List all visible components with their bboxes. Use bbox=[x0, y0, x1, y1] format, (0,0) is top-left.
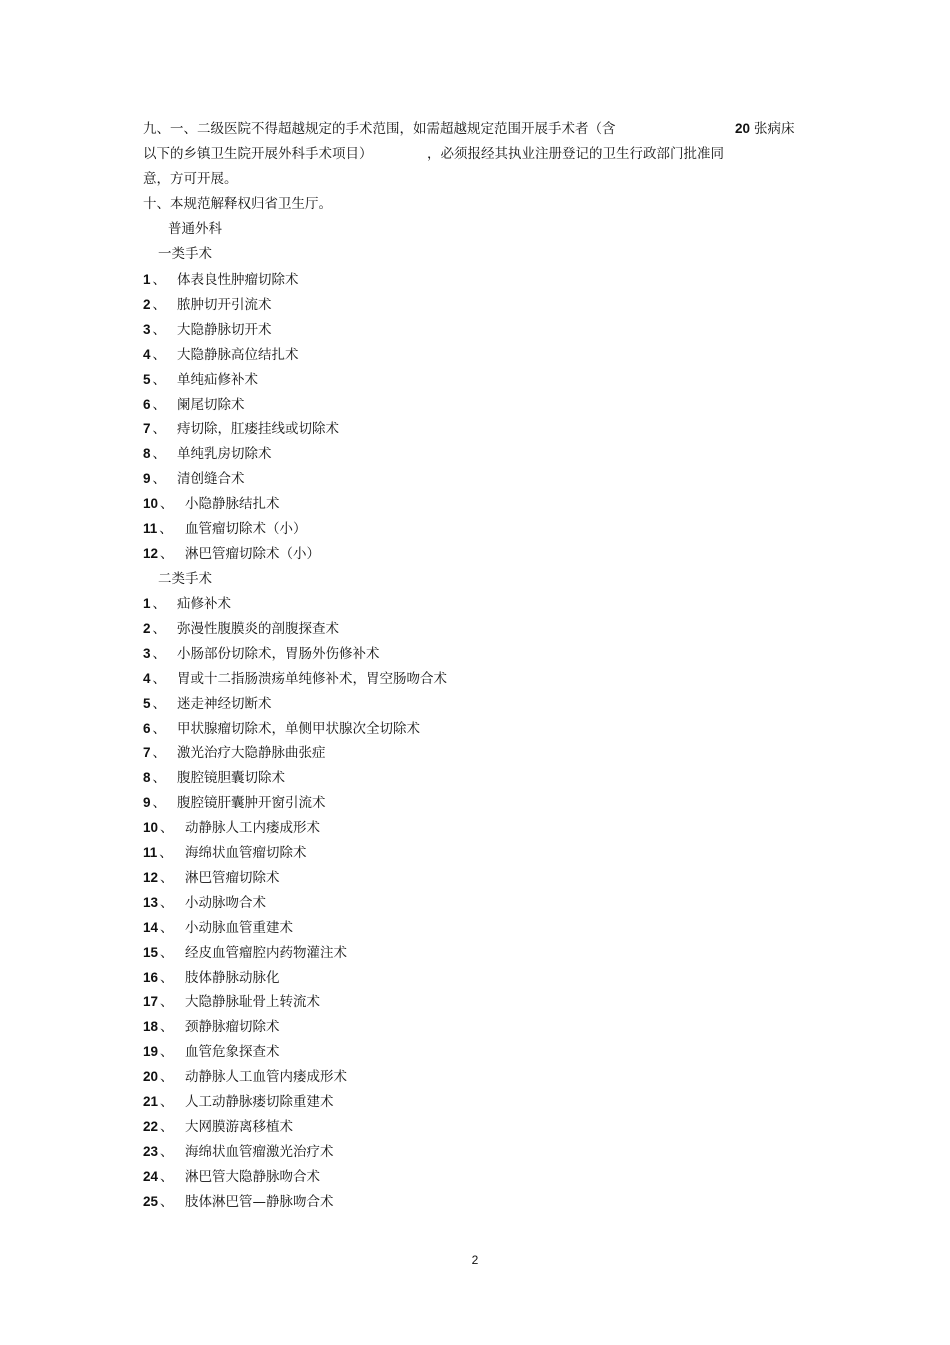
item-separator: 、 bbox=[160, 1143, 174, 1160]
item-number: 20 bbox=[143, 1069, 159, 1085]
item-separator: 、 bbox=[152, 745, 167, 762]
item-number: 7 bbox=[143, 421, 151, 437]
item-separator: 、 bbox=[160, 919, 174, 936]
item-text: 弥漫性腹膜炎的剖腹探查术 bbox=[177, 620, 339, 637]
item-separator: 、 bbox=[152, 645, 167, 662]
item-number: 25 bbox=[143, 1193, 159, 1209]
item-separator: 、 bbox=[159, 845, 173, 861]
class-1-item bbox=[143, 297, 743, 313]
item-number: 13 bbox=[143, 894, 159, 910]
item-text: 肢体静脉动脉化 bbox=[185, 969, 280, 986]
item-separator: 、 bbox=[160, 820, 174, 837]
item-number: 23 bbox=[143, 1143, 159, 1159]
item-number: 6 bbox=[143, 720, 151, 736]
class-2-item bbox=[143, 1094, 743, 1110]
class-1-heading: 一类手术 bbox=[158, 246, 212, 262]
class-2-item bbox=[143, 1044, 743, 1060]
item-separator: 、 bbox=[152, 296, 167, 313]
class-2-item bbox=[143, 721, 743, 737]
item-number: 8 bbox=[143, 770, 151, 786]
item-text: 大隐静脉切开术 bbox=[177, 321, 272, 338]
paragraph-9-text-a: 九、一、二级医院不得超越规定的手术范围，如需超越规定范围开展手术者（含 bbox=[143, 121, 616, 137]
item-text: 清创缝合术 bbox=[177, 471, 245, 488]
item-number: 12 bbox=[143, 545, 159, 561]
item-number: 2 bbox=[143, 620, 151, 636]
item-text: 甲状腺瘤切除术，单侧甲状腺次全切除术 bbox=[177, 720, 420, 737]
item-text: 经皮血管瘤腔内药物灌注术 bbox=[185, 944, 347, 961]
item-number: 3 bbox=[143, 321, 151, 337]
item-text: 海绵状血管瘤切除术 bbox=[185, 845, 307, 861]
item-number: 1 bbox=[143, 272, 151, 287]
class-1-item bbox=[143, 347, 743, 363]
item-separator: 、 bbox=[152, 720, 167, 737]
paragraph-9-line-2 bbox=[143, 146, 724, 162]
class-2-item bbox=[143, 945, 743, 961]
item-separator: 、 bbox=[152, 396, 167, 413]
class-1-item bbox=[143, 322, 743, 338]
item-separator: 、 bbox=[152, 596, 167, 612]
item-separator: 、 bbox=[152, 421, 167, 438]
paragraph-10: 十、本规范解释权归省卫生厅。 bbox=[143, 196, 332, 212]
item-separator: 、 bbox=[152, 446, 167, 463]
item-number: 11 bbox=[143, 845, 158, 860]
item-number: 3 bbox=[143, 645, 151, 661]
class-1-item bbox=[143, 521, 743, 537]
item-number: 9 bbox=[143, 795, 151, 811]
item-number: 4 bbox=[143, 670, 151, 686]
class-2-item bbox=[143, 970, 743, 986]
item-number: 11 bbox=[143, 521, 158, 536]
item-text: 疝修补术 bbox=[177, 596, 231, 612]
item-number: 2 bbox=[143, 296, 151, 312]
item-text: 阑尾切除术 bbox=[177, 396, 245, 413]
item-text: 大隐静脉高位结扎术 bbox=[177, 346, 299, 363]
class-2-item bbox=[143, 1019, 743, 1035]
item-separator: 、 bbox=[160, 1044, 174, 1061]
class-1-item bbox=[143, 272, 743, 288]
class-2-item bbox=[143, 795, 743, 811]
class-2-item bbox=[143, 745, 743, 761]
item-separator: 、 bbox=[160, 1019, 174, 1036]
item-text: 动静脉人工内瘘成形术 bbox=[185, 820, 320, 837]
item-text: 颈静脉瘤切除术 bbox=[185, 1019, 280, 1036]
item-separator: 、 bbox=[160, 1094, 174, 1110]
item-separator: 、 bbox=[160, 944, 174, 961]
item-separator: 、 bbox=[152, 471, 167, 488]
item-text: 血管危象探查术 bbox=[185, 1044, 280, 1061]
page-number: 2 bbox=[471, 1253, 479, 1267]
class-2-item bbox=[143, 646, 743, 662]
item-number: 5 bbox=[143, 371, 151, 387]
item-number: 19 bbox=[143, 1044, 159, 1060]
item-text: 激光治疗大隐静脉曲张症 bbox=[177, 745, 326, 762]
class-2-item bbox=[143, 1119, 743, 1135]
item-text: 脓肿切开引流术 bbox=[177, 296, 272, 313]
class-1-item bbox=[143, 496, 743, 512]
class-2-item bbox=[143, 621, 743, 637]
item-separator: 、 bbox=[160, 1069, 174, 1086]
class-2-item bbox=[143, 870, 743, 886]
item-text: 体表良性肿瘤切除术 bbox=[177, 272, 299, 288]
item-number: 14 bbox=[143, 919, 159, 935]
class-1-item bbox=[143, 421, 743, 437]
class-1-item bbox=[143, 546, 743, 562]
item-number: 17 bbox=[143, 994, 159, 1010]
item-text: 大隐静脉耻骨上转流术 bbox=[185, 994, 320, 1011]
item-separator: 、 bbox=[152, 695, 167, 712]
item-text: 腹腔镜肝囊肿开窗引流术 bbox=[177, 795, 326, 812]
item-separator: 、 bbox=[152, 770, 167, 787]
item-number: 4 bbox=[143, 346, 151, 362]
class-1-item bbox=[143, 397, 743, 413]
item-text: 腹腔镜胆囊切除术 bbox=[177, 770, 285, 787]
item-number: 10 bbox=[143, 820, 159, 836]
item-separator: 、 bbox=[152, 272, 167, 288]
item-text: 迷走神经切断术 bbox=[177, 695, 272, 712]
class-1-item bbox=[143, 446, 743, 462]
item-text: 淋巴管大隐静脉吻合术 bbox=[185, 1168, 320, 1185]
paragraph-9-text-d: ，必须报经其执业注册登记的卫生行政部门批准同 bbox=[427, 146, 724, 162]
item-separator: 、 bbox=[159, 521, 173, 537]
class-2-item bbox=[143, 845, 743, 861]
item-number: 24 bbox=[143, 1168, 159, 1184]
item-separator: 、 bbox=[160, 969, 174, 986]
item-separator: 、 bbox=[152, 346, 167, 363]
item-number: 21 bbox=[143, 1094, 159, 1109]
item-text: 海绵状血管瘤激光治疗术 bbox=[185, 1143, 334, 1160]
paragraph-9-bed-count: 20 bbox=[735, 121, 751, 136]
item-text: 淋巴管瘤切除术 bbox=[185, 869, 280, 886]
item-separator: 、 bbox=[160, 994, 174, 1011]
item-text: 动静脉人工血管内瘘成形术 bbox=[185, 1069, 347, 1086]
class-2-item bbox=[143, 1194, 743, 1210]
class-2-item bbox=[143, 920, 743, 936]
class-2-item bbox=[143, 820, 743, 836]
item-number: 5 bbox=[143, 695, 151, 711]
class-2-item bbox=[143, 1144, 743, 1160]
class-2-item bbox=[143, 671, 743, 687]
class-1-item bbox=[143, 471, 743, 487]
class-2-item bbox=[143, 1069, 743, 1085]
class-1-item bbox=[143, 372, 743, 388]
item-text: 单纯乳房切除术 bbox=[177, 446, 272, 463]
item-text: 肢体淋巴管—静脉吻合术 bbox=[185, 1193, 334, 1210]
paragraph-9-text-b: 张病床 bbox=[754, 121, 795, 137]
item-separator: 、 bbox=[152, 620, 167, 637]
class-2-item bbox=[143, 696, 743, 712]
paragraph-9-line-1 bbox=[143, 121, 795, 137]
item-separator: 、 bbox=[160, 545, 174, 562]
item-text: 大网膜游离移植术 bbox=[185, 1118, 293, 1135]
item-number: 12 bbox=[143, 869, 159, 885]
item-separator: 、 bbox=[160, 1168, 174, 1185]
item-separator: 、 bbox=[160, 1193, 174, 1210]
item-text: 单纯疝修补术 bbox=[177, 371, 258, 388]
paragraph-9-line-3: 意，方可开展。 bbox=[143, 171, 238, 187]
item-number: 22 bbox=[143, 1118, 159, 1134]
item-separator: 、 bbox=[160, 869, 174, 886]
item-text: 小肠部份切除术，胃肠外伤修补术 bbox=[177, 645, 380, 662]
class-2-item bbox=[143, 895, 743, 911]
item-separator: 、 bbox=[160, 496, 174, 513]
item-number: 7 bbox=[143, 745, 151, 761]
item-separator: 、 bbox=[152, 670, 167, 687]
item-number: 18 bbox=[143, 1019, 159, 1035]
class-2-item bbox=[143, 596, 743, 612]
section-title: 普通外科 bbox=[168, 221, 222, 237]
item-number: 16 bbox=[143, 969, 159, 985]
item-number: 9 bbox=[143, 471, 151, 487]
class-2-heading: 二类手术 bbox=[158, 571, 212, 587]
item-number: 15 bbox=[143, 944, 159, 960]
item-text: 小动脉吻合术 bbox=[185, 894, 266, 911]
item-separator: 、 bbox=[152, 795, 167, 812]
class-2-item bbox=[143, 770, 743, 786]
item-text: 人工动静脉瘘切除重建术 bbox=[185, 1094, 334, 1110]
item-number: 6 bbox=[143, 396, 151, 412]
item-number: 1 bbox=[143, 596, 151, 611]
class-2-item bbox=[143, 994, 743, 1010]
item-number: 10 bbox=[143, 496, 159, 512]
item-separator: 、 bbox=[160, 1118, 174, 1135]
item-text: 痔切除，肛瘘挂线或切除术 bbox=[177, 421, 339, 438]
item-text: 胃或十二指肠溃疡单纯修补术，胃空肠吻合术 bbox=[177, 670, 447, 687]
item-text: 小隐静脉结扎术 bbox=[185, 496, 280, 513]
item-text: 小动脉血管重建术 bbox=[185, 919, 293, 936]
item-text: 血管瘤切除术（小） bbox=[185, 521, 307, 537]
paragraph-9-text-c: 以下的乡镇卫生院开展外科手术项目） bbox=[143, 146, 373, 162]
class-2-item bbox=[143, 1169, 743, 1185]
item-separator: 、 bbox=[160, 894, 174, 911]
item-number: 8 bbox=[143, 446, 151, 462]
item-separator: 、 bbox=[152, 321, 167, 338]
item-text: 淋巴管瘤切除术（小） bbox=[185, 545, 320, 562]
item-separator: 、 bbox=[152, 371, 167, 388]
